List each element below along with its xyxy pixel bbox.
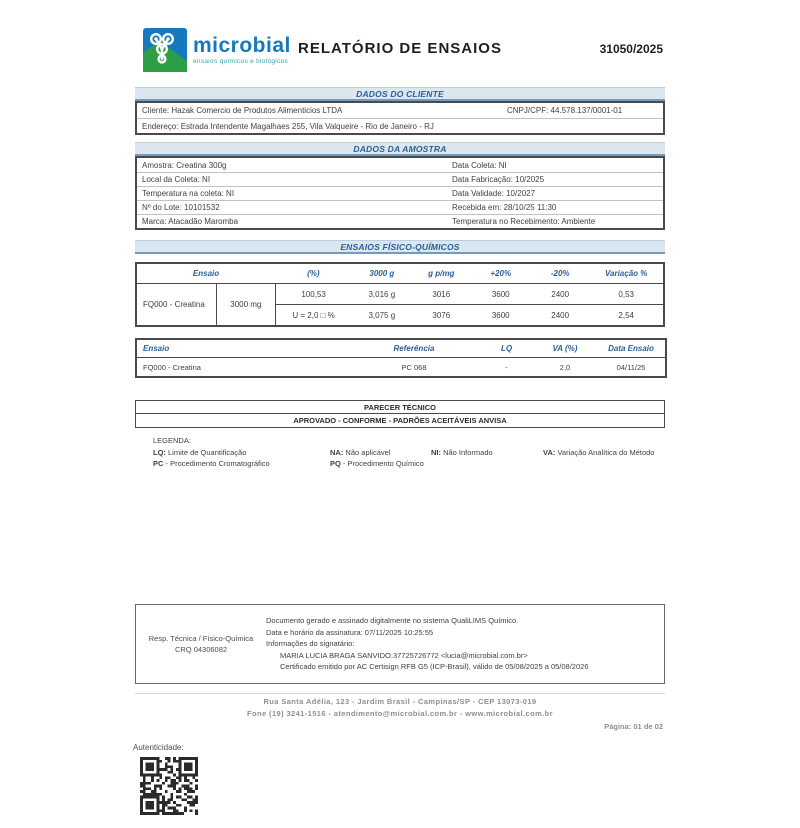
parecer-result: APROVADO - CONFORME - PADRÕES ACEITÁVEIS ANVISA xyxy=(293,416,507,425)
responsible-block xyxy=(136,633,266,655)
fq-data-row xyxy=(136,284,664,305)
parecer-title: PARECER TÉCNICO xyxy=(136,401,664,414)
authenticity-label: Autenticidade: xyxy=(133,743,184,752)
section-header-client: DADOS DO CLIENTE xyxy=(135,87,665,101)
fq-cell: 2400 xyxy=(531,284,589,305)
legend-item: NI: Não Informado xyxy=(431,448,493,457)
fq-cell: U = 2,0 □ % xyxy=(292,310,335,320)
fq-cell: 3600 xyxy=(471,284,531,305)
client-address: Endereço: Estrada Intendente Magalhaes 255, Vila Valqueire - Rio de Janeiro - RJ xyxy=(142,121,434,131)
signature-box xyxy=(135,604,665,684)
fq-cell: 3600 xyxy=(491,310,510,320)
ref-cell: FQ000 - Creatina xyxy=(143,362,201,372)
report-number: 31050/2025 xyxy=(599,42,663,56)
client-box xyxy=(135,101,665,135)
footer-separator xyxy=(135,693,665,694)
section-header-sample: DADOS DA AMOSTRA xyxy=(135,142,665,156)
responsible-role: Resp. Técnica / Físico-Química xyxy=(148,634,254,643)
fq-header-row xyxy=(136,263,664,284)
ref-cell: - xyxy=(505,362,508,372)
legend-item: LQ: Limite de Quantificação xyxy=(153,448,247,457)
authenticity-block xyxy=(133,743,198,815)
fq-cell: 3,075 g xyxy=(368,310,396,320)
signature-details xyxy=(266,615,664,673)
sample-box xyxy=(135,156,665,230)
ref-col-ensaio: Ensaio xyxy=(136,339,348,358)
signature-line: Data e horário da assinatura: 07/11/2025 10:25:55 xyxy=(266,627,434,637)
fq-col-pct: (%) xyxy=(275,263,352,284)
signature-line: Informações do signatário: xyxy=(266,639,355,649)
fq-col-variacao: Variação % xyxy=(589,263,664,284)
fq-col-gpmg: g p/mg xyxy=(412,263,470,284)
sample-field: Amostra: Creatina 300g xyxy=(142,160,227,170)
client-row xyxy=(137,118,663,133)
fq-cell: 0,53 xyxy=(589,284,664,305)
sample-field: Marca: Atacadão Maromba xyxy=(142,217,239,226)
ref-col-lq: LQ xyxy=(480,339,533,358)
legend-item: NA: Não aplicável xyxy=(330,448,391,457)
logo-wordmark: microbial xyxy=(193,34,291,57)
parecer-box xyxy=(135,400,665,428)
section-header-fq: ENSAIOS FÍSICO-QUÍMICOS xyxy=(135,240,665,254)
legend-title: LEGENDA: xyxy=(153,436,191,445)
client-cnpj: CNPJ/CPF: 44.578.137/0001-01 xyxy=(507,106,623,115)
ref-col-data: Data Ensaio xyxy=(597,339,666,358)
sample-field: Data Validade: 10/2027 xyxy=(452,189,536,198)
sample-field: Data Coleta: NI xyxy=(452,160,507,170)
legend-item: VA: Variação Analítica do Método xyxy=(543,448,655,457)
sample-field: Nº do Lote: 10101532 xyxy=(142,203,220,212)
fq-test-dose: 3000 mg xyxy=(217,284,275,327)
document xyxy=(135,28,665,731)
sample-row xyxy=(137,186,663,200)
sample-field: Temperatura na coleta: NI xyxy=(142,189,235,198)
ref-col-va: VA (%) xyxy=(533,339,597,358)
legend-item: PC - Procedimento Cromatográfico xyxy=(153,459,270,468)
ref-header-row xyxy=(136,339,666,358)
sample-field: Data Fabricação: 10/2025 xyxy=(452,175,545,184)
fq-cell: 2400 xyxy=(551,310,570,320)
ref-cell: 04/11/25 xyxy=(616,362,646,372)
page xyxy=(0,28,800,828)
fq-cell: 2,54 xyxy=(618,310,634,320)
qr-code xyxy=(140,757,198,815)
ref-cell: PC 068 xyxy=(401,362,427,372)
responsible-crq: CRQ 04306082 xyxy=(174,645,228,654)
sample-field: Local da Coleta: NI xyxy=(142,175,211,184)
client-name: Cliente: Hazak Comercio de Produtos Alimenticios LTDA xyxy=(142,106,343,115)
signature-line: MARIA LUCIA BRAGA SANVIDO:37725726772 <lucia@microbial.com.br> xyxy=(280,650,528,660)
footer-address: Rua Santa Adélia, 123 - Jardim Brasil - Campinas/SP - CEP 13073-019 xyxy=(263,697,537,706)
fq-results-table xyxy=(135,262,665,327)
sample-field: Recebida em: 28/10/25 11:30 xyxy=(452,203,557,212)
sample-field: Temperatura no Recebimento: Ambiente xyxy=(452,217,596,226)
sample-row xyxy=(137,200,663,214)
sample-row xyxy=(137,214,663,228)
client-row xyxy=(137,103,663,118)
fq-test-name: FQ000 - Creatina xyxy=(136,284,217,327)
ref-cell: 2,0 xyxy=(559,362,571,372)
report-title: RELATÓRIO DE ENSAIOS xyxy=(298,40,502,57)
fq-col-minus20: -20% xyxy=(531,263,589,284)
page-indicator: Página: 01 de 02 xyxy=(604,722,663,731)
fq-cell: 3,016 g xyxy=(352,284,412,305)
report-header xyxy=(135,28,665,74)
footer-contact: Fone (19) 3241-1516 - atendimento@microbial.com.br - www.microbial.com.br xyxy=(247,709,553,718)
fq-col-3000g: 3000 g xyxy=(352,263,412,284)
sample-row xyxy=(137,172,663,186)
sample-row xyxy=(137,158,663,172)
fq-cell: 3076 xyxy=(432,310,451,320)
fq-cell: 3016 xyxy=(412,284,470,305)
ref-col-referencia: Referência xyxy=(348,339,480,358)
ref-data-row xyxy=(136,358,666,378)
fq-col-ensaio: Ensaio xyxy=(136,263,275,284)
reference-table xyxy=(135,338,667,378)
legend-item: PQ - Procedimento Químico xyxy=(330,459,424,468)
signature-line: Documento gerado e assinado digitalmente no sistema QualiLIMS Químico. xyxy=(266,616,519,626)
fq-col-plus20: +20% xyxy=(471,263,531,284)
fq-cell: 100,53 xyxy=(275,284,352,305)
logo-tagline: ensaios químicos e biológicos xyxy=(193,58,289,65)
signature-line: Certificado emitido por AC Certisign RFB G5 (ICP-Brasil), válido de 05/08/2025 a 05/08/2026 xyxy=(280,662,589,672)
legend-block xyxy=(135,436,665,472)
